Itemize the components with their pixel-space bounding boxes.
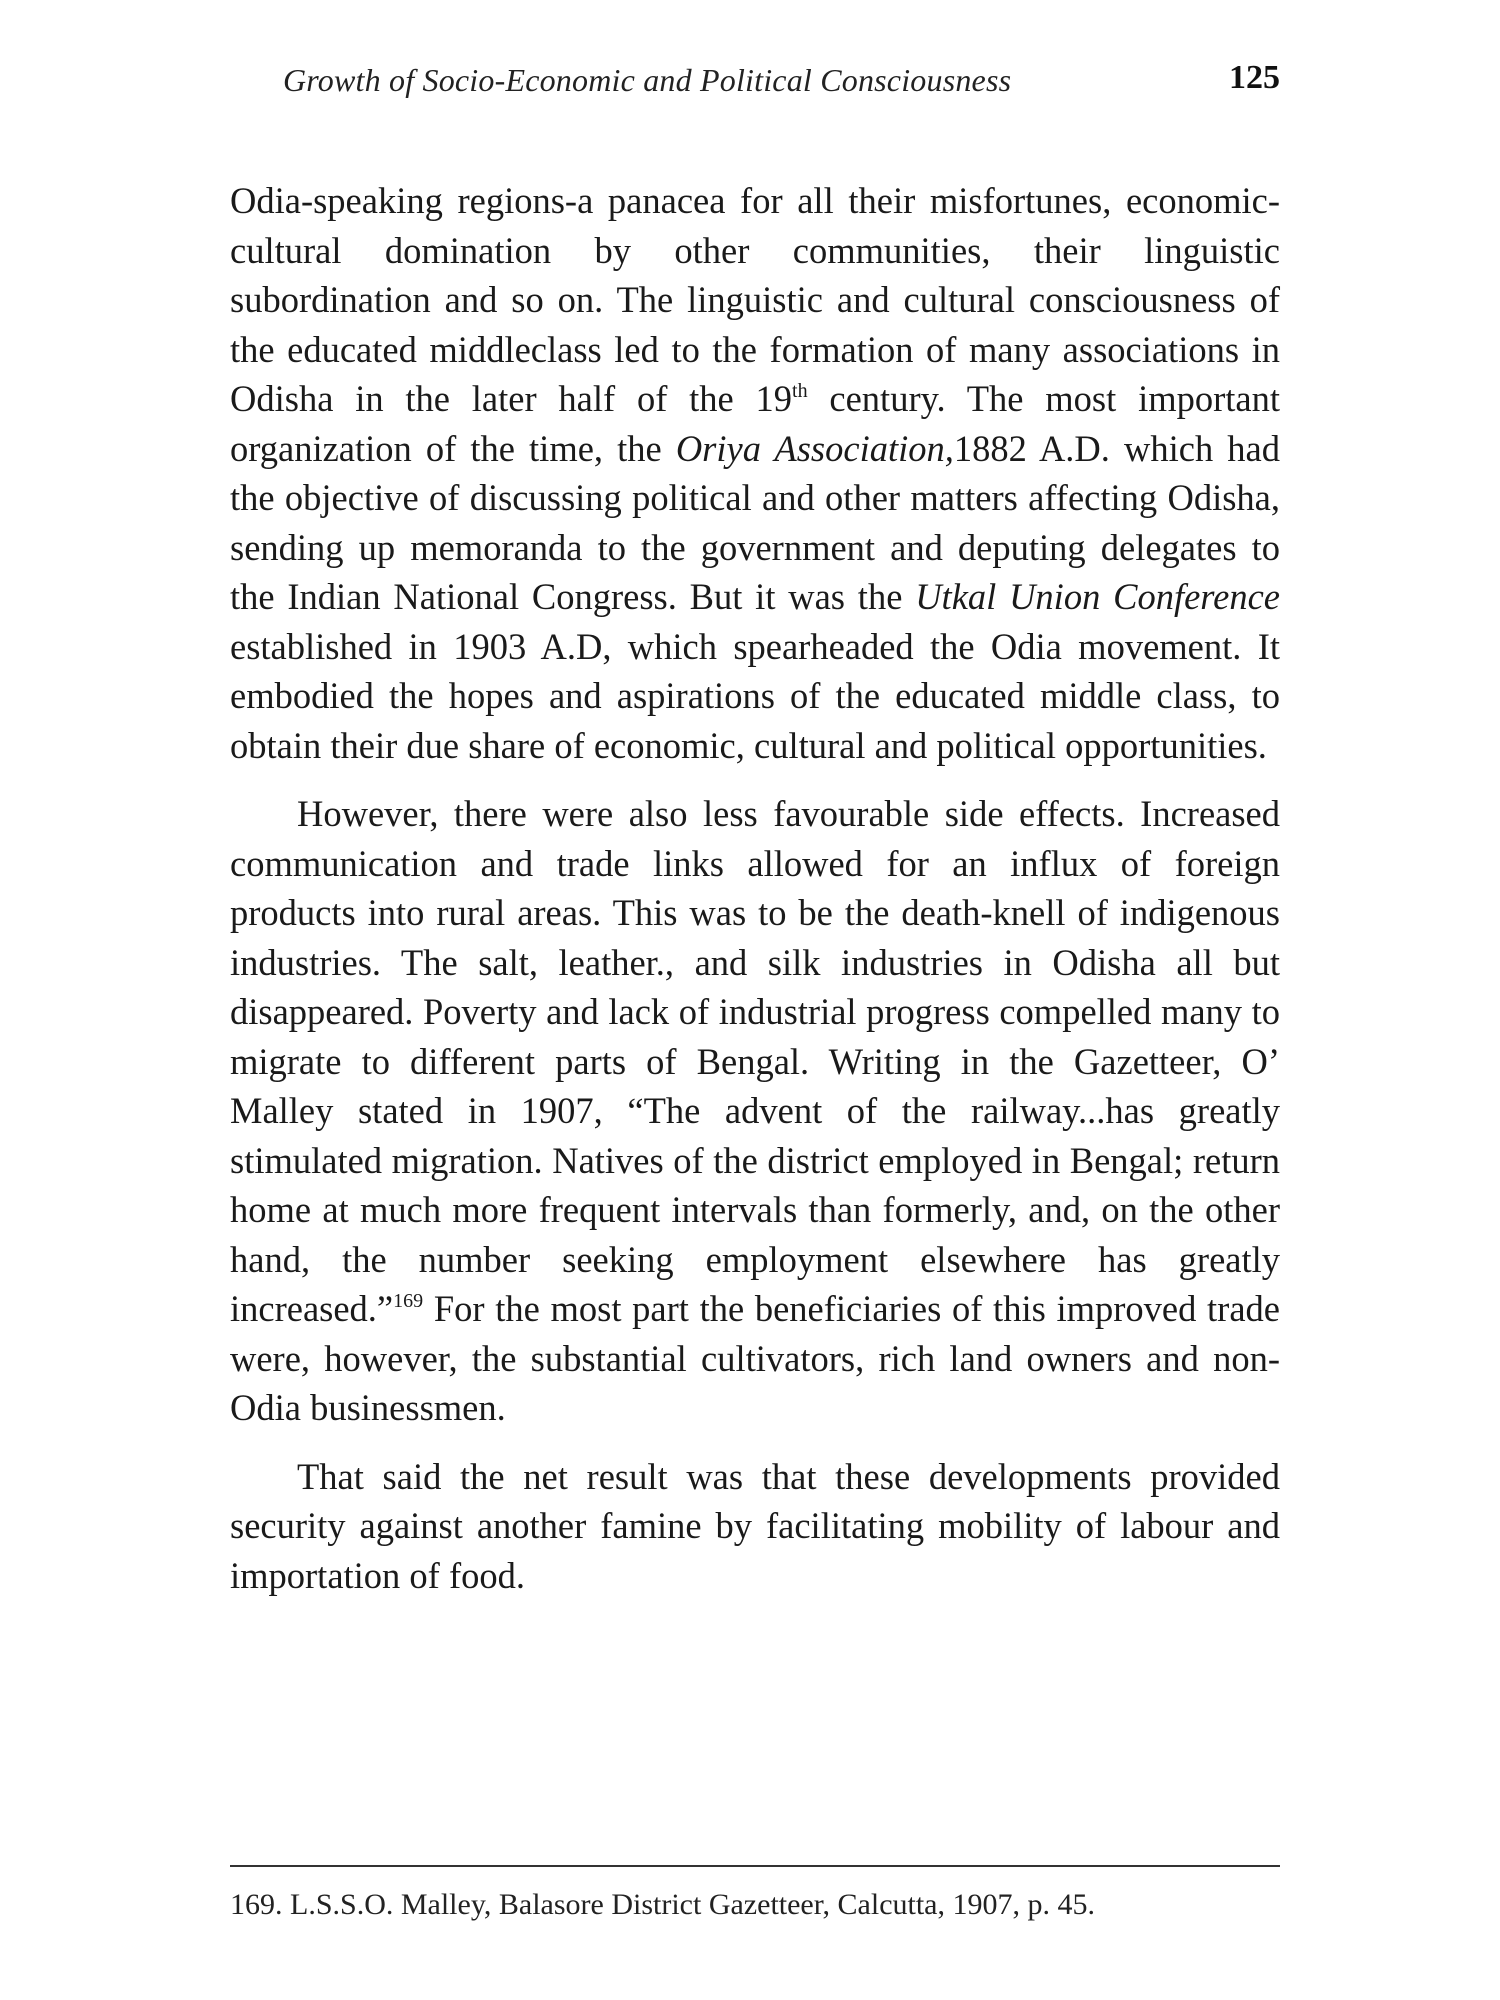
paragraph-1-text-c: 1882 A.D. which had the objective of discussing political and other matters affecting Odisha, sending up memoranda to the government and deputing delegates to the Indian National Congress. But it was the: [230, 427, 1281, 617]
paragraph-2: [230, 789, 1280, 1433]
footnote-169: 169. L.S.S.O. Malley, Balasore District Gazetteer, Calcutta, 1907, p. 45.: [230, 1888, 1095, 1921]
italic-utkal-union-conference: Utkal Union Conference: [915, 576, 1280, 617]
italic-oriya-association: Oriya Association,: [675, 427, 954, 469]
superscript-th: th: [792, 380, 808, 402]
paragraph-3: [230, 1452, 1280, 1601]
footnote-reference-169: 169: [393, 1290, 424, 1312]
paragraph-2-text-a: However, there were also less favourable side effects. Increased communication and trade links allowed for an influx of foreign products into rural areas. This was to be the death-knell of indigenous industries. The salt, leather., and silk industries in Odisha all but disappeared. Poverty and lack of industrial progress compelled many to migrate to different parts of Bengal. Writing in the Gazetteer, O’ Malley stated in 1907, “The advent of the railway...has greatly stimulated migration. Natives of the district employed in Bengal; return home at much more frequent intervals than formerly, and, on the other hand, the number seeking employment elsewhere has greatly increased.”: [230, 793, 1280, 1329]
paragraph-1-text-b: century. The most important organization of the time, the: [230, 378, 1280, 469]
paragraph-1: [230, 176, 1280, 770]
running-header: [230, 59, 1280, 112]
chapter-title: Growth of Socio-Economic and Political Consciousness: [283, 62, 1012, 98]
paragraph-1-text-d: established in 1903 A.D, which spearheaded the Odia movement. It embodied the hopes and aspirations of the educated middle class, to obtain their due share of economic, cultural and political opportunities.: [230, 625, 1280, 766]
paragraph-2-text-b: For the most part the beneficiaries of this improved trade were, however, the substantial cultivators, rich land owners and non-Odia businessmen.: [230, 1288, 1280, 1428]
body-text: [230, 176, 1280, 1619]
footnote-divider: [230, 1865, 1280, 1867]
paragraph-1-text-a: Odia-speaking regions-a panacea for all their misfortunes, economic-cultural domination by other communities, their linguistic subordination and so on. The linguistic and cultural consciousness of the educated middleclass led to the formation of many associations in Odisha in the later half of the 19: [230, 180, 1280, 419]
page-number: 125: [1229, 59, 1280, 96]
paragraph-3-text: That said the net result was that these developments provided security against another famine by facilitating mobility of labour and importation of food.: [230, 1455, 1280, 1596]
